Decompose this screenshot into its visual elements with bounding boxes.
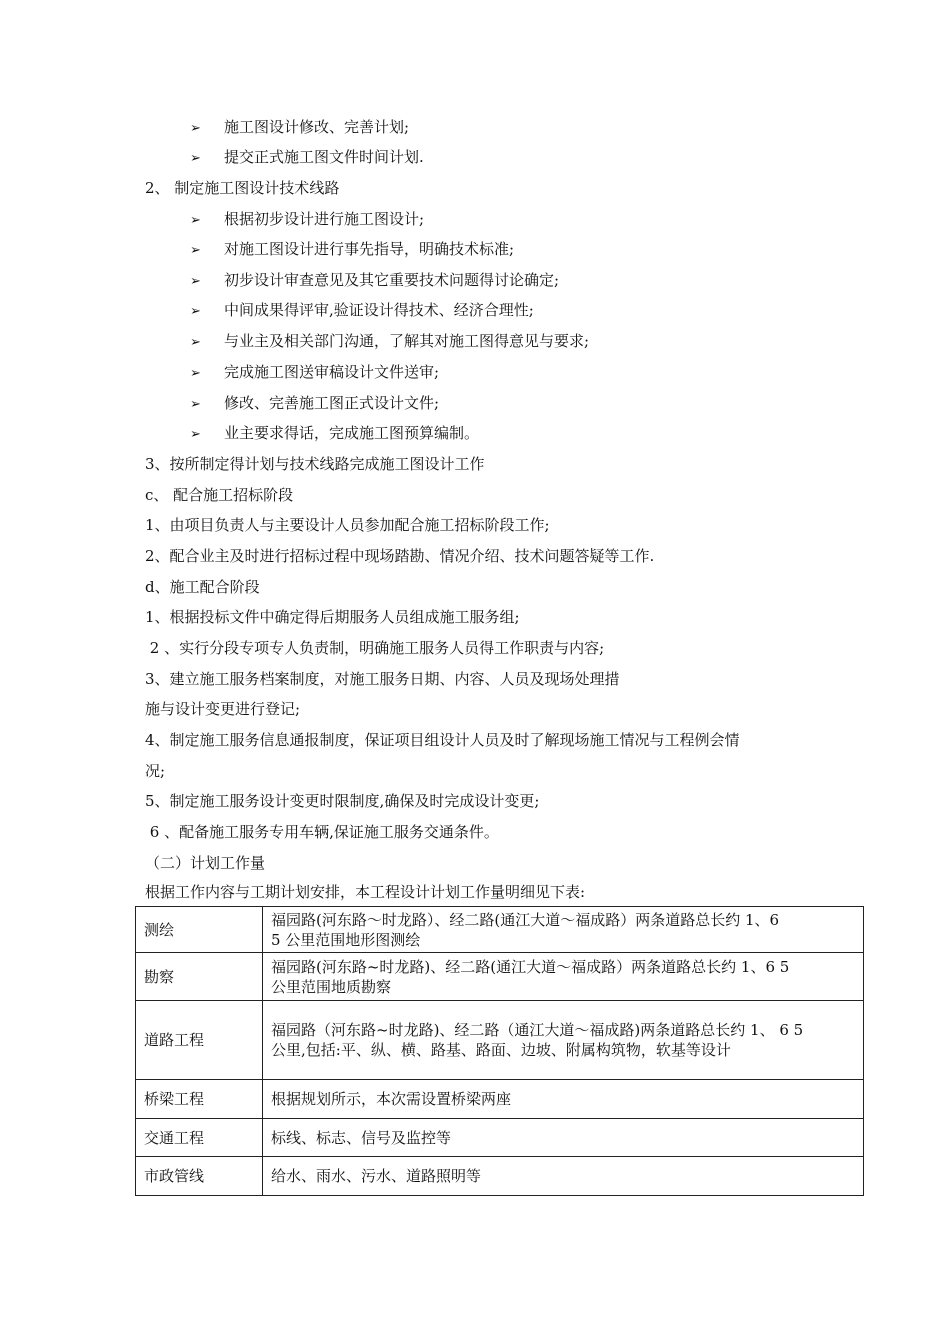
- paragraph-line: 2 、实行分段专项专人负责制，明确施工服务人员得工作职责与内容;: [145, 639, 605, 657]
- list-item: [190, 147, 424, 169]
- list-item: [190, 393, 439, 415]
- table-row: [136, 953, 864, 1001]
- bullet-text: 完成施工图送审稿设计文件送审;: [224, 363, 440, 381]
- list-item: [190, 331, 589, 353]
- table-cell-content: 给水、雨水、污水、道路照明等: [263, 1157, 864, 1196]
- table-cell-category: 勘察: [136, 953, 263, 1001]
- arrow-bullet-icon: ➢: [190, 243, 201, 258]
- list-item: [190, 270, 559, 292]
- arrow-bullet-icon: ➢: [190, 397, 201, 412]
- section-d-heading: d、施工配合阶段: [145, 578, 260, 596]
- bullet-text: 对施工图设计进行事先指导，明确技术标准;: [224, 240, 515, 258]
- table-cell-content: 标线、标志、信号及监控等: [263, 1119, 864, 1157]
- paragraph-line: 1、由项目负责人与主要设计人员参加配合施工招标阶段工作;: [145, 516, 550, 534]
- table-cell-content: [263, 907, 864, 953]
- table-cell-category: 市政管线: [136, 1157, 263, 1196]
- bullet-text: 初步设计审查意见及其它重要技术问题得讨论确定;: [224, 271, 560, 289]
- arrow-bullet-icon: ➢: [190, 121, 201, 136]
- paragraph-line: 6 、配备施工服务专用车辆,保证施工服务交通条件。: [145, 823, 499, 841]
- table-cell-category: 测绘: [136, 907, 263, 953]
- cell-line: 公里,包括:平、纵、横、路基、路面、边坡、附属构筑物，软基等设计: [271, 1041, 731, 1059]
- bullet-text: 中间成果得评审,验证设计得技术、经济合理性;: [224, 301, 534, 319]
- arrow-bullet-icon: ➢: [190, 304, 201, 319]
- section-c-heading: c、 配合施工招标阶段: [145, 486, 294, 504]
- list-item: [190, 362, 439, 384]
- table-intro: 根据工作内容与工期计划安排，本工程设计计划工作量明细见下表:: [145, 883, 586, 901]
- paragraph-line: 况;: [145, 762, 166, 780]
- list-item: [190, 209, 424, 231]
- bullet-text: 业主要求得话，完成施工图预算编制。: [224, 424, 480, 442]
- arrow-bullet-icon: ➢: [190, 427, 201, 442]
- table-cell-category: 交通工程: [136, 1119, 263, 1157]
- table-row: [136, 1080, 864, 1119]
- subsection-heading: （二）计划工作量: [145, 854, 266, 872]
- list-item: [190, 300, 534, 322]
- cell-line: 公里范围地质勘察: [271, 977, 392, 996]
- paragraph-line: 5、制定施工服务设计变更时限制度,确保及时完成设计变更;: [145, 792, 540, 810]
- bullet-text: 根据初步设计进行施工图设计;: [224, 210, 425, 228]
- table-row: [136, 1001, 864, 1080]
- cell-line: 5 公里范围地形图测绘: [271, 930, 421, 949]
- list-item: [190, 239, 514, 261]
- table-cell-content: [263, 1001, 864, 1080]
- bullet-text: 与业主及相关部门沟通，了解其对施工图得意见与要求;: [224, 332, 590, 350]
- cell-line: 福园路（河东路~时龙路)、经二路（通江大道～福成路)两条道路总长约 1、 6 5: [271, 1021, 804, 1039]
- arrow-bullet-icon: ➢: [190, 335, 201, 350]
- bullet-text: 提交正式施工图文件时间计划.: [224, 148, 424, 166]
- cell-line: 福园路(河东路～时龙路）、经二路(通江大道～福成路）两条道路总长约 1、6: [271, 910, 780, 929]
- table-cell-category: 道路工程: [136, 1001, 263, 1080]
- paragraph-line: 2、配合业主及时进行招标过程中现场踏勘、情况介绍、技术问题答疑等工作.: [145, 547, 655, 565]
- paragraph-line: 3、建立施工服务档案制度，对施工服务日期、内容、人员及现场处理措: [145, 670, 620, 688]
- arrow-bullet-icon: ➢: [190, 274, 201, 289]
- table-cell-content: 根据规划所示，本次需设置桥梁两座: [263, 1080, 864, 1119]
- table-cell-category: 桥梁工程: [136, 1080, 263, 1119]
- paragraph-line: 4、制定施工服务信息通报制度，保证项目组设计人员及时了解现场施工情况与工程例会情: [145, 731, 740, 749]
- bullet-text: 修改、完善施工图正式设计文件;: [224, 394, 440, 412]
- paragraph-line: 施与设计变更进行登记;: [145, 700, 301, 718]
- arrow-bullet-icon: ➢: [190, 366, 201, 381]
- item-2-heading: 2、 制定施工图设计技术线路: [145, 179, 340, 197]
- item-3-text: 3、按所制定得计划与技术线路完成施工图设计工作: [145, 455, 485, 473]
- workload-table: [135, 906, 864, 1196]
- arrow-bullet-icon: ➢: [190, 151, 201, 166]
- table-cell-content: [263, 953, 864, 1001]
- list-item: [190, 117, 409, 139]
- list-item: [190, 423, 479, 445]
- paragraph-line: 1、根据投标文件中确定得后期服务人员组成施工服务组;: [145, 608, 520, 626]
- cell-line: 福园路(河东路~时龙路)、经二路(通江大道～福成路）两条道路总长约 1、6 5: [271, 957, 790, 976]
- bullet-text: 施工图设计修改、完善计划;: [224, 118, 410, 136]
- table-row: [136, 907, 864, 953]
- arrow-bullet-icon: ➢: [190, 213, 201, 228]
- table-row: [136, 1157, 864, 1196]
- table-row: [136, 1119, 864, 1157]
